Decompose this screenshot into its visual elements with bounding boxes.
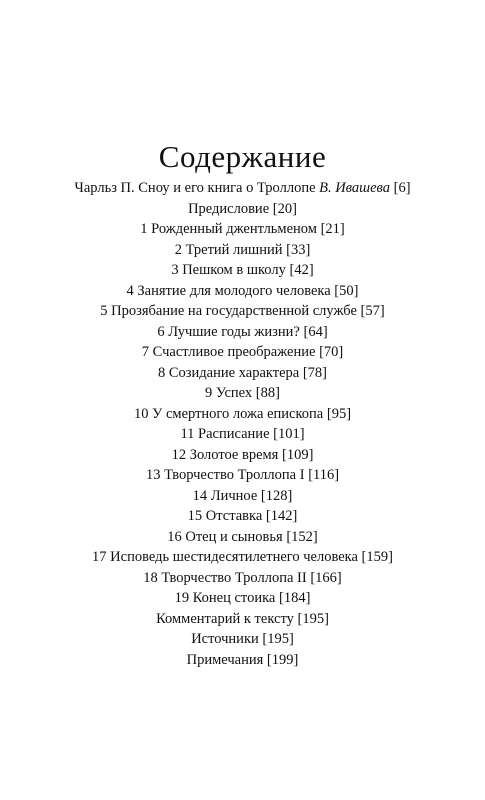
toc-entry-page: [64] xyxy=(303,323,328,340)
toc-entry-title: 15 Отставка xyxy=(187,508,263,524)
toc-entry-page: [166] xyxy=(310,569,342,586)
toc-entry-page: [70] xyxy=(319,344,344,360)
toc-entry-page: [33] xyxy=(286,241,311,258)
toc-entry-page: [142] xyxy=(265,508,298,524)
toc-entry-page: [116] xyxy=(308,467,340,483)
toc-entry-page: [128] xyxy=(260,487,293,504)
toc-entry[interactable] xyxy=(0,486,485,507)
toc-entry-title: Примечания xyxy=(186,651,264,668)
toc-entry[interactable] xyxy=(0,609,485,630)
toc-entry-title: 5 Прозябание на государственной службе xyxy=(100,303,357,319)
toc-entry[interactable] xyxy=(0,219,485,240)
toc-entry-title: 3 Пешком в школу xyxy=(171,262,286,278)
toc-entry-page: [42] xyxy=(289,262,314,278)
toc-entry-page: [78] xyxy=(302,364,327,381)
toc-entry-title: 10 У смертного ложа епископа xyxy=(133,405,324,422)
toc-entry-title: 14 Личное xyxy=(192,487,258,504)
toc-entry[interactable] xyxy=(0,322,485,343)
toc-entry[interactable] xyxy=(0,342,485,363)
toc-entry-page: [50] xyxy=(334,282,359,299)
toc-entry-title: Чарльз П. Сноу и его книга о Троллопе xyxy=(74,180,316,196)
toc-entry-title: 1 Рожденный джентльменом xyxy=(140,221,317,237)
toc-entry-title: 12 Золотое время xyxy=(171,446,279,463)
toc-entry[interactable] xyxy=(0,547,485,568)
toc-entry-title: Комментарий к тексту xyxy=(156,610,294,627)
toc-entry-title: 19 Конец стоика xyxy=(174,590,276,606)
toc-entry-page: [195] xyxy=(262,631,294,647)
toc-entry-page: [101] xyxy=(273,426,305,442)
toc-entry[interactable] xyxy=(0,383,485,404)
toc-entry[interactable] xyxy=(0,260,485,281)
toc-entry[interactable] xyxy=(0,650,485,671)
toc-entry-page: [159] xyxy=(361,549,393,565)
toc-entry-page: [152] xyxy=(286,528,318,545)
toc-entry-page: [21] xyxy=(320,221,345,237)
table-of-contents xyxy=(0,178,485,670)
toc-entry[interactable] xyxy=(0,588,485,609)
toc-entry[interactable] xyxy=(0,568,485,589)
toc-entry-title: 18 Творчество Троллопа II xyxy=(143,569,307,586)
toc-entry-title: 4 Занятие для молодого человека xyxy=(126,282,331,299)
toc-entry-title: 13 Творчество Троллопа I xyxy=(145,467,305,483)
toc-entry-title: 11 Расписание xyxy=(180,426,270,442)
toc-entry-title: 6 Лучшие годы жизни? xyxy=(157,323,300,340)
toc-entry[interactable] xyxy=(0,199,485,220)
toc-entry[interactable] xyxy=(0,281,485,302)
toc-entry[interactable] xyxy=(0,424,485,445)
toc-entry[interactable] xyxy=(0,465,485,486)
toc-entry-author: В. Ивашева xyxy=(319,180,391,196)
toc-entry-page: [88] xyxy=(255,385,280,401)
toc-entry-title: 17 Исповедь шестидесятилетнего человека xyxy=(92,549,358,565)
toc-entry-page: [109] xyxy=(281,446,314,463)
toc-entry-title: 9 Успех xyxy=(205,385,253,401)
toc-entry[interactable] xyxy=(0,404,485,425)
toc-entry-page: [195] xyxy=(297,610,329,627)
toc-entry[interactable] xyxy=(0,363,485,384)
toc-entry[interactable] xyxy=(0,527,485,548)
toc-entry-title: 7 Счастливое преображение xyxy=(141,344,316,360)
toc-entry-title: 2 Третий лишний xyxy=(174,241,283,258)
toc-entry-page: [95] xyxy=(326,405,352,422)
toc-entry-title: 8 Созидание характера xyxy=(158,364,300,381)
toc-entry-page: [20] xyxy=(272,200,297,217)
toc-entry[interactable] xyxy=(0,240,485,261)
toc-entry[interactable] xyxy=(0,178,485,199)
toc-entry[interactable] xyxy=(0,629,485,650)
toc-entry-title: Источники xyxy=(191,631,259,647)
toc-entry-title: 16 Отец и сыновья xyxy=(167,528,283,545)
page-title: Содержание xyxy=(158,138,327,174)
toc-entry-page: [199] xyxy=(266,651,299,668)
toc-entry-page: [57] xyxy=(360,303,385,319)
toc-entry[interactable] xyxy=(0,506,485,527)
toc-entry[interactable] xyxy=(0,445,485,466)
toc-entry-page: [6] xyxy=(393,180,411,196)
toc-entry[interactable] xyxy=(0,301,485,322)
toc-entry-title: Предисловие xyxy=(188,200,270,217)
toc-entry-page: [184] xyxy=(278,590,311,606)
